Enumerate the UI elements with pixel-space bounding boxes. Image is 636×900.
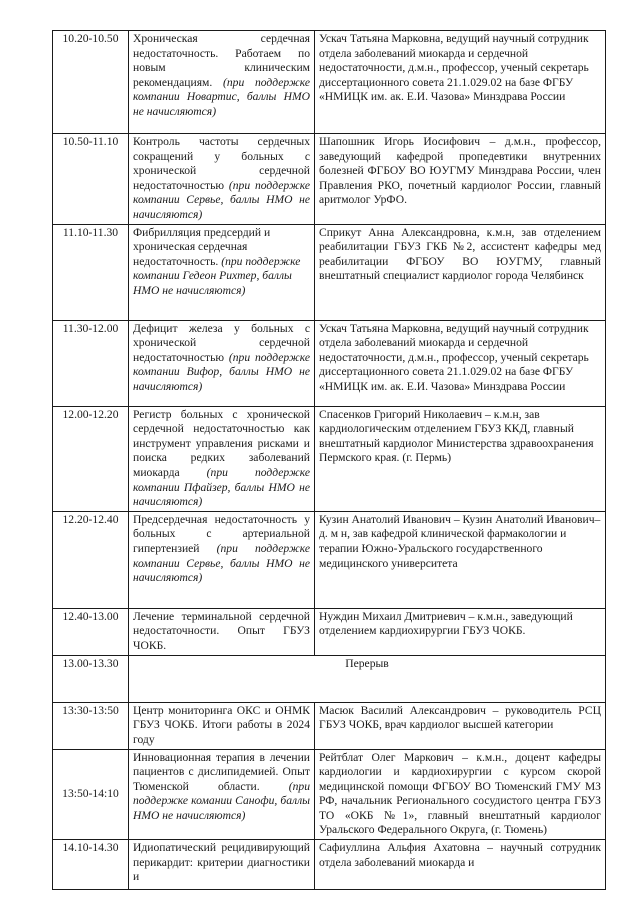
time-cell: 10.50-11.10 [53, 134, 129, 225]
time-cell: 13.00-13.30 [53, 655, 129, 702]
topic-cell [129, 31, 315, 134]
table-row [53, 749, 606, 840]
topic-cell [129, 406, 315, 511]
sponsor-note: (при поддержке компании Сервье, баллы НМО не начисляются) [133, 178, 310, 221]
time-cell: 11.10-11.30 [53, 224, 129, 320]
topic-cell [129, 224, 315, 320]
speaker-cell: Рейтблат Олег Маркович – к.м.н., доцент кафедры кардиологии и кардиохирургии с курсом скорой медицинской помощи ФГБОУ ВО Тюменский ГМУ МЗ РФ, начальник Регионального сосудистого центра ГБУЗ ТО «ОКБ №1», главный внештатный кардиолог Уральского Федерального Округа, (г. Тюмень) [315, 749, 606, 840]
topic-cell [129, 702, 315, 749]
topic-title: Регистр больных с хронической сердечной недостаточностью как инструмент управления рисками и поиска редких заболеваний миокарда [133, 407, 310, 479]
table-row [53, 134, 606, 225]
time-cell: 12.00-12.20 [53, 406, 129, 511]
topic-cell [129, 320, 315, 406]
sponsor-note: (при поддержке компании Вифор, баллы НМО не начисляются) [133, 350, 310, 393]
break-row [53, 655, 606, 702]
speaker-cell: Масюк Василий Александрович – руководитель РСЦ ГБУЗ ЧОКБ, врач кардиолог высшей категории [315, 702, 606, 749]
time-cell: 12.40-13.00 [53, 608, 129, 655]
speaker-cell: Нуждин Михаил Дмитриевич – к.м.н., заведующий отделением кардиохирургии ГБУЗ ЧОКБ. [315, 608, 606, 655]
sponsor-note: (при поддержке комании Санофи, баллы НМО не начисляются) [133, 779, 310, 822]
topic-title: Предсердечная недостаточность у больных с артериальной гипертензией [133, 512, 310, 555]
table-row [53, 702, 606, 749]
topic-cell [129, 511, 315, 608]
topic-title: Инновационная терапия в лечении пациентов с дислипидемией. Опыт Тюменской области. [133, 750, 310, 793]
sponsor-note: (при поддержке компании Гедеон Рихтер, баллы НМО не начисляются) [133, 254, 301, 297]
table-row [53, 840, 606, 890]
speaker-cell: Сафиуллина Альфия Ахатовна – научный сотрудник отдела заболеваний миокарда и [315, 840, 606, 890]
speaker-cell: Шапошник Игорь Иосифович – д.м.н., профессор, заведующий кафедрой пропедевтики внутренних болезней ФГБОУ ВО ЮУГМУ Минздрава России, член Правления РКО, почетный кардиолог России, главный аритмолог УрФО. [315, 134, 606, 225]
time-cell: 11.30-12.00 [53, 320, 129, 406]
topic-cell [129, 749, 315, 840]
table-row [53, 224, 606, 320]
topic-title: Контроль частоты сердечных сокращений у больных с хронической сердечной недостаточностью [133, 135, 310, 192]
table-row [53, 511, 606, 608]
table-row [53, 608, 606, 655]
speaker-cell: Ускач Татьяна Марковна, ведущий научный сотрудник отдела заболеваний миокарда и сердечной недостаточности, д.м.н., профессор, ученый секретарь диссертационного совета 21.1.029.02 на базе ФГБУ «НМИЦК им. ак. Е.И. Чазова» Минздрава России [315, 320, 606, 406]
sponsor-note: (при поддержке компании Пфайзер, баллы НМО не начисляются) [133, 465, 310, 509]
table-row [53, 31, 606, 134]
topic-cell [129, 134, 315, 225]
time-cell: 10.20-10.50 [53, 31, 129, 134]
table-row [53, 406, 606, 511]
speaker-cell: Сприкут Анна Александровна, к.м.н, зав отделением реабилитации ГБУЗ ГКБ №2, ассистент кафедры мед реабилитации ФГБОУ ВО ЮУГМУ, главный внештатный специалист кардиолог города Челябинск [315, 224, 606, 320]
topic-cell [129, 608, 315, 655]
time-cell: 13:30-13:50 [53, 702, 129, 749]
topic-title: Центр мониторинга ОКС и ОНМК ГБУЗ ЧОКБ. Итоги работы в 2024 году [133, 703, 310, 746]
speaker-cell: Ускач Татьяна Марковна, ведущий научный сотрудник отдела заболеваний миокарда и сердечной недостаточности, д.м.н., профессор, ученый секретарь диссертационного совета 21.1.029.02 на базе ФГБУ «НМИЦК им. ак. Е.И. Чазова» Минздрава России [315, 31, 606, 134]
table-row [53, 320, 606, 406]
topic-title: Хроническая сердечная недостаточность. Работаем по новым клиническим рекомендациям. [133, 32, 310, 89]
topic-title: Фибрилляция предсердий и хроническая сердечная недостаточность. [133, 225, 271, 268]
time-cell: 12.20-12.40 [53, 511, 129, 608]
speaker-cell: Кузин Анатолий Иванович – Кузин Анатолий Иванович– д. м н, зав кафедрой клинической фармакологии и терапии Южно-Уральского государственного медицинского университета [315, 511, 606, 608]
break-label: Перерыв [129, 655, 606, 702]
topic-title: Идиопатический рецидивирующий перикардит: критерии диагностики и [133, 841, 310, 884]
sponsor-note: (при поддержке компании Сервье, баллы НМО не начисляются) [133, 541, 310, 585]
topic-title: Лечение терминальной сердечной недостаточности. Опыт ГБУЗ ЧОКБ. [133, 609, 310, 652]
topic-title: Дефицит железа у больных с хронической сердечной недостаточностью [133, 321, 310, 364]
topic-cell [129, 840, 315, 890]
time-cell: 13:50-14:10 [53, 749, 129, 840]
program-schedule-table [52, 30, 606, 890]
time-cell: 14.10-14.30 [53, 840, 129, 890]
speaker-cell: Спасенков Григорий Николаевич – к.м.н, зав кардиологическим отделением ГБУЗ ККД, главный внештатный кардиолог Министерства здравоохранения Пермского края. (г. Пермь) [315, 406, 606, 511]
sponsor-note: (при поддержке компании Новартис, баллы НМО не начисляются) [133, 75, 310, 118]
